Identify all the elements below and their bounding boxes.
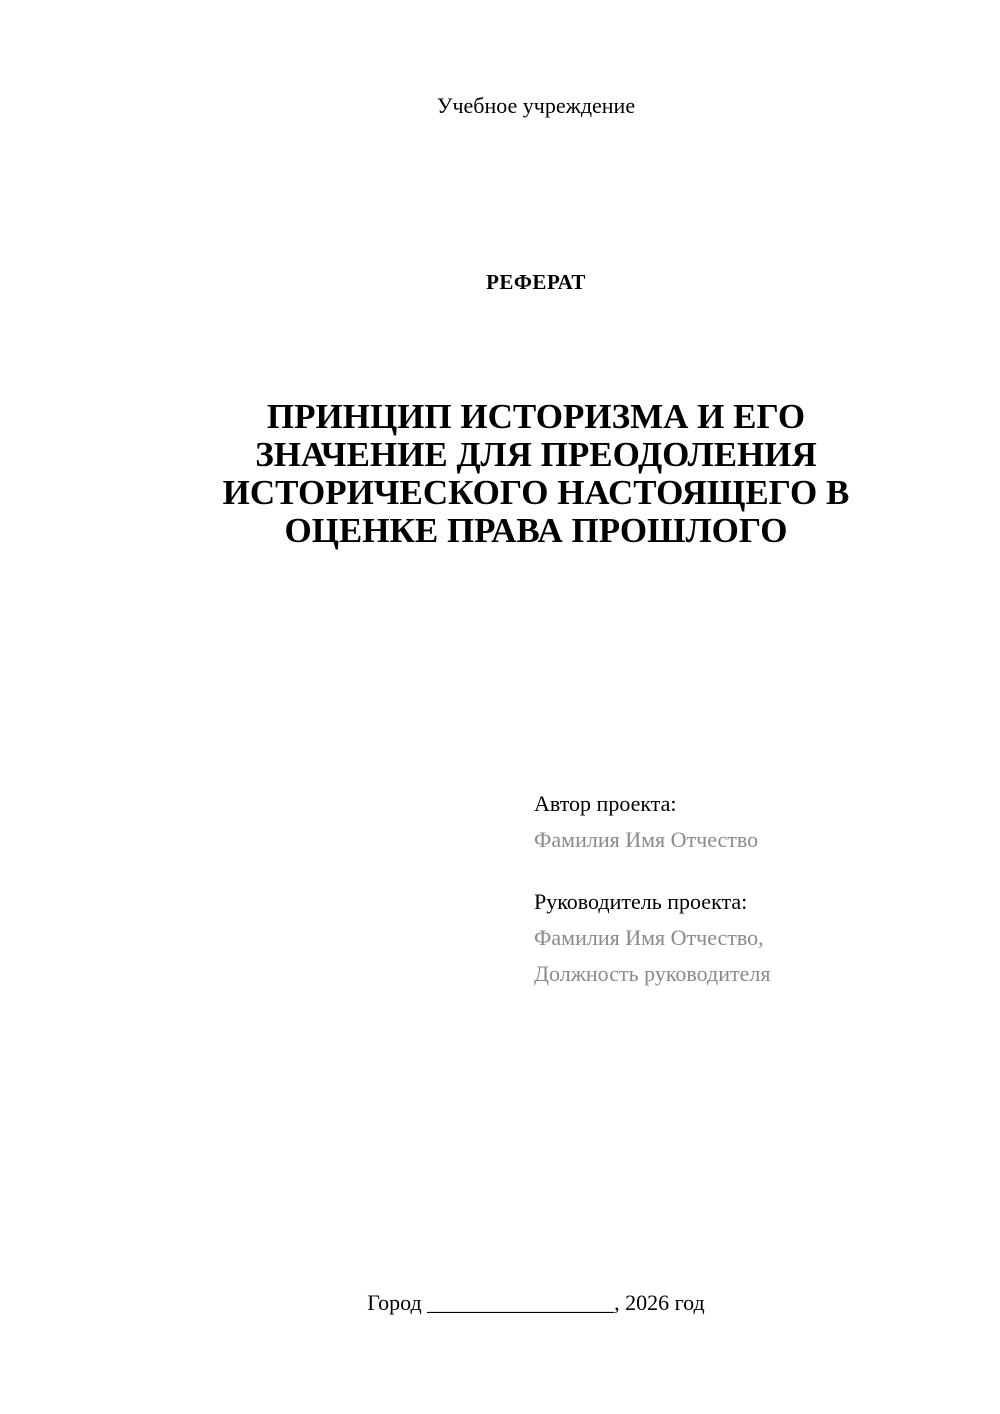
credits-block	[534, 786, 974, 992]
supervisor-label: Руководитель проекта:	[534, 889, 748, 914]
document-type-label: РЕФЕРАТ	[486, 270, 586, 294]
title-line: ПРИНЦИП ИСТОРИЗМА И ЕГО	[266, 397, 806, 436]
author-label: Автор проекта:	[534, 791, 677, 816]
title-line: ОЦЕНКЕ ПРАВА ПРОШЛОГО	[284, 511, 788, 550]
supervisor-position: Должность руководителя	[534, 961, 771, 986]
city-year-line: Город _________________, 2026 год	[367, 1290, 705, 1315]
document-title	[140, 398, 932, 550]
credits-spacer	[534, 858, 974, 884]
institution-name: Учебное учреждение	[436, 93, 636, 118]
title-line: ЗНАЧЕНИЕ ДЛЯ ПРЕОДОЛЕНИЯ	[255, 435, 817, 474]
supervisor-name: Фамилия Имя Отчество,	[534, 925, 764, 950]
author-name: Фамилия Имя Отчество	[534, 827, 759, 852]
title-line: ИСТОРИЧЕСКОГО НАСТОЯЩЕГО В	[222, 473, 850, 512]
